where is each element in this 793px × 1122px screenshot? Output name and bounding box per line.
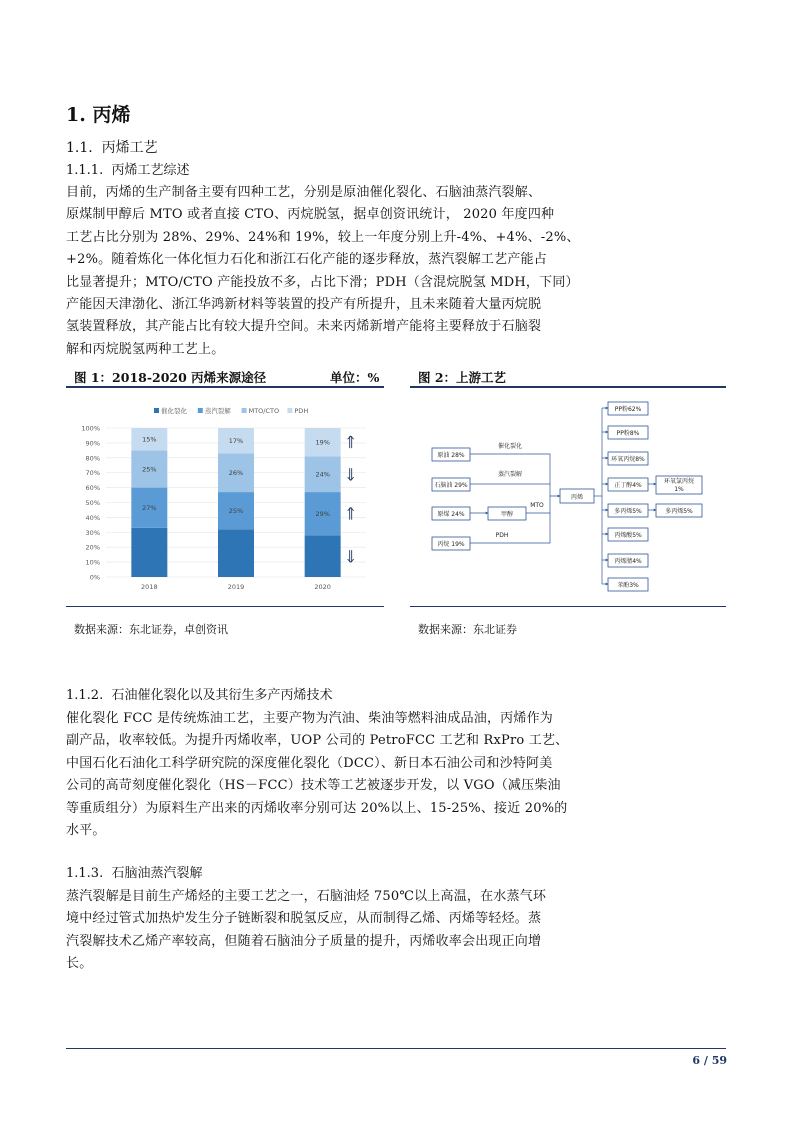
trend-arrow-head-1: [348, 508, 354, 511]
y-tick-label: 10%: [85, 558, 100, 567]
y-tick-label: 20%: [85, 543, 100, 552]
figure1-bottom-rule: [66, 606, 384, 607]
figure2-top-rule: [410, 386, 726, 388]
figure2-title: 图 2：上游工艺: [418, 370, 507, 385]
y-tick-label: 80%: [85, 454, 100, 463]
y-tick-label: 100%: [81, 424, 100, 433]
node-methanol: 甲醇: [500, 511, 514, 518]
trend-arrow-head-2: [348, 477, 354, 480]
paragraph-steam: 蒸汽裂解是目前生产烯烃的主要工艺之一，石脑油烃 750℃以上高温，在水蒸气环 境中经过管式加热炉发生分子链断裂和脱氢反应，从而制得乙烯、丙烯等轻烃。蒸 汽裂解技术乙烯产率较高，但随着石脑油分子质量的提升，丙烯收率会出现正向增 长。: [66, 889, 547, 972]
y-tick-label: 0%: [89, 573, 100, 582]
bar-2020-0: [305, 535, 341, 577]
data-label: 25%: [142, 465, 157, 474]
legend-swatch-0: [154, 408, 159, 413]
node-coal: 原煤 24%: [437, 511, 465, 518]
edge-mto: MTO: [530, 502, 544, 509]
data-label: 25%: [228, 507, 244, 516]
bar-2018-0: [131, 528, 167, 577]
section-heading: 1. 丙烯: [66, 104, 131, 126]
paragraph-overview: 目前，丙烯的生产制备主要有四种工艺，分别是原油催化裂化、石脑油蒸汽裂解、 原煤制甲醇后 MTO 或者直接 CTO、丙烷脱氢，据卓创资讯统计， 2020 年度四种 工艺占比分别为 28%、29%、24%和 19%，较上一年度分别上升-4%、+4%、-2%、 +2%。随着炼化一体化恒力石化和浙江石化产能的逐步释放，蒸汽裂解工艺产能占 比显著提升；MTO/CTO 产能投放不多，占比下滑；PDH（含混烷脱氢 MDH，下同） 产能因天津渤化、浙江华鸿新材料等装置的投产有所提升，且未来随着大量丙烷脱 氢装置释放，其产能占比有较大提升空间。未来丙烯新增产能将主要释放于石脑裂 解和丙烷脱氢两种工艺上。: [66, 185, 580, 357]
bar-2019-0: [218, 529, 254, 577]
node-propylene: 丙烯: [570, 494, 584, 501]
sub-heading-1: 1.1.1. 丙烯工艺综述: [66, 163, 190, 178]
data-label: 19%: [315, 438, 330, 447]
legend-label-0: 催化裂化: [161, 407, 187, 415]
y-tick-label: 40%: [85, 513, 100, 522]
node-acrylic: 丙烯酸5%: [614, 532, 642, 539]
node-butanol: 正丁醇4%: [614, 482, 642, 489]
node-crude: 原油 28%: [437, 452, 465, 459]
y-tick-label: 50%: [85, 499, 100, 507]
stacked-bar-chart: [66, 392, 384, 604]
legend-swatch-3: [287, 408, 292, 413]
data-label: 17%: [228, 437, 244, 446]
node-other-line1: 环氧氯丙烷: [663, 478, 695, 485]
trend-arrow-head-3: [348, 436, 354, 439]
legend-swatch-1: [198, 408, 203, 413]
edge-fcc: 催化裂化: [497, 443, 523, 450]
footer-rule: [66, 1048, 726, 1049]
data-label: 27%: [142, 504, 157, 513]
node-other-line2: 1%: [674, 486, 684, 493]
data-label: 29%: [315, 510, 330, 519]
y-tick-label: 60%: [85, 484, 100, 493]
figure2-bottom-rule: [410, 606, 726, 607]
y-tick-label: 70%: [85, 469, 100, 478]
node-naphtha: 石脑油 29%: [434, 482, 468, 489]
legend-label-2: MTO/CTO: [248, 407, 280, 415]
data-label: 15%: [142, 435, 157, 444]
trend-arrow-head-0: [348, 559, 354, 562]
figure1-unit: 单位：%: [330, 370, 380, 385]
figure1-source: 数据来源：东北证券，卓创资讯: [74, 623, 228, 636]
node-mp: 多丙烯5%: [614, 508, 642, 515]
node-propane: 丙烷 19%: [437, 541, 465, 548]
node-ph: 苯酚3%: [617, 582, 639, 589]
legend-label-1: 蒸汽裂解: [204, 407, 231, 415]
node-ppb: PP粉8%: [616, 430, 640, 437]
node-pp: PP粉62%: [614, 406, 642, 413]
x-tick-label: 2020: [314, 583, 331, 591]
sub-heading-3: 1.1.3. 石脑油蒸汽裂解: [66, 866, 203, 881]
page-number: 6 / 59: [692, 1054, 727, 1067]
data-label: 24%: [315, 470, 330, 479]
legend-swatch-2: [242, 408, 247, 413]
edge-steam: 蒸汽裂解: [497, 471, 523, 478]
node-acn: 丙烯腈4%: [614, 558, 642, 565]
subsection-heading: 1.1. 丙烯工艺: [66, 140, 158, 156]
sub-heading-2: 1.1.2. 石油催化裂化以及其衍生多产丙烯技术: [66, 688, 333, 703]
x-tick-label: 2018: [141, 583, 158, 591]
x-tick-label: 2019: [227, 583, 245, 591]
data-label: 26%: [228, 469, 244, 478]
process-flow-diagram: [410, 392, 726, 604]
legend-label-3: PDH: [294, 407, 309, 415]
figure1-title: 图 1：2018-2020 丙烯来源途径: [74, 370, 267, 385]
figure2-source: 数据来源：东北证券: [418, 623, 517, 636]
node-ao: 环氧丙烷8%: [611, 456, 645, 463]
edge-pdh: PDH: [495, 532, 509, 539]
figure1-top-rule: [66, 386, 384, 388]
y-tick-label: 30%: [85, 528, 100, 537]
paragraph-fcc: 催化裂化 FCC 是传统炼油工艺，主要产物为汽油、柴油等燃料油成品油，丙烯作为 副产品，收率较低。为提升丙烯收率，UOP 公司的 PetroFCC 工艺和 RxPro 工艺、 中国石化石油化工科学研究院的深度催化裂化（DCC）、新日本石油公司和沙特阿美 公司的高苛刻度催化裂化（HS－FCC）技术等工艺被逐步开发，以 VGO（减压柴油 等重质组分）为原料生产出来的丙烯收率分别可达 20%以上、15-25%、接近 20%的 水平。: [66, 711, 569, 839]
y-tick-label: 90%: [85, 439, 100, 448]
node-mp2: 多丙烯5%: [665, 508, 693, 515]
